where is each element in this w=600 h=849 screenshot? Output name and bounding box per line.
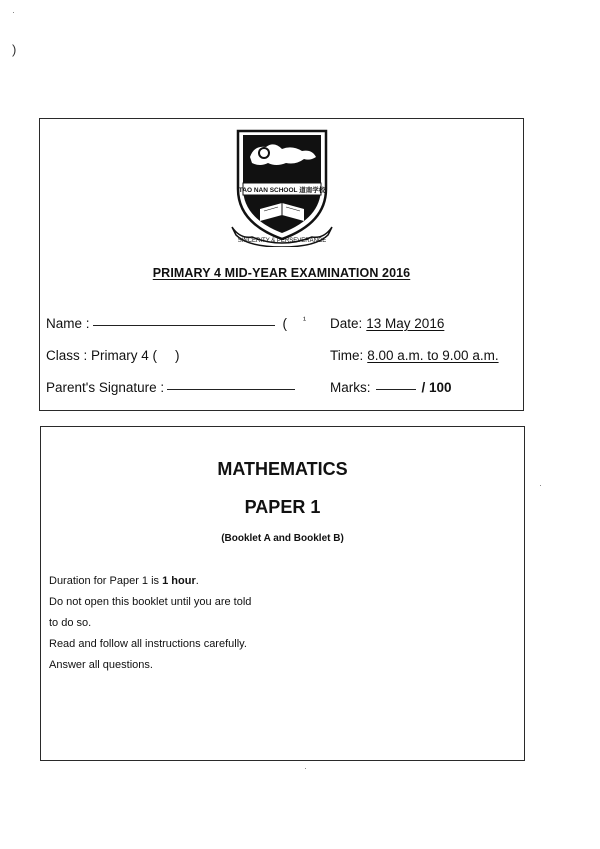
time-value: 8.00 a.m. to 9.00 a.m. <box>367 348 499 363</box>
time-label: Time: <box>330 348 364 363</box>
name-blank <box>93 324 275 326</box>
instructions-list <box>49 571 251 676</box>
marks-label: Marks: <box>330 380 371 395</box>
paper-title: PAPER 1 <box>244 497 321 517</box>
parent-signature-field <box>46 380 295 395</box>
instruction-answer-all: Answer all questions. <box>49 659 153 671</box>
booklets-note: (Booklet A and Booklet B) <box>221 533 344 544</box>
exam-header-box <box>39 118 524 411</box>
date-label: Date: <box>330 316 363 331</box>
scan-speck <box>13 12 14 13</box>
crest-banner-text: TAO NAN SCHOOL 道南学校 <box>238 187 326 194</box>
instruction-do-not-open-cont: to do so. <box>49 617 92 629</box>
class-label: Class : Primary 4 ( <box>46 348 158 363</box>
crest-motto: SINCERITY & PERSEVERANCE <box>237 238 327 244</box>
duration-value: 1 hour <box>162 575 196 587</box>
exam-title-text: PRIMARY 4 MID-YEAR EXAMINATION 2016 <box>152 266 411 280</box>
paper-info-box <box>40 426 525 761</box>
scan-speck <box>540 485 541 486</box>
exam-title <box>40 266 523 280</box>
class-field <box>46 348 180 363</box>
time-field <box>330 348 499 363</box>
marks-field <box>330 380 452 395</box>
instruction-read-follow: Read and follow all instructions carefully. <box>49 638 247 650</box>
duration-prefix: Duration for Paper 1 is <box>49 575 163 587</box>
parent-signature-label: Parent's Signature : <box>46 380 165 395</box>
date-field <box>330 316 444 331</box>
scan-speck <box>305 768 306 769</box>
date-value: 13 May 2016 <box>366 316 445 331</box>
school-crest-logo <box>230 127 334 247</box>
class-paren-close: ) <box>175 348 180 363</box>
register-paren-open: ( <box>282 316 288 331</box>
name-field <box>46 316 306 331</box>
instruction-do-not-open: Do not open this booklet until you are told <box>49 596 252 608</box>
register-paren-close: ¹ <box>303 315 307 325</box>
name-label: Name : <box>46 316 90 331</box>
duration-suffix: . <box>195 575 199 587</box>
stray-mark: ) <box>12 42 17 57</box>
instruction-duration <box>49 571 251 592</box>
subject-title: MATHEMATICS <box>217 459 348 479</box>
marks-total: / 100 <box>421 380 452 395</box>
parent-signature-blank <box>167 388 295 390</box>
marks-blank <box>376 388 416 390</box>
